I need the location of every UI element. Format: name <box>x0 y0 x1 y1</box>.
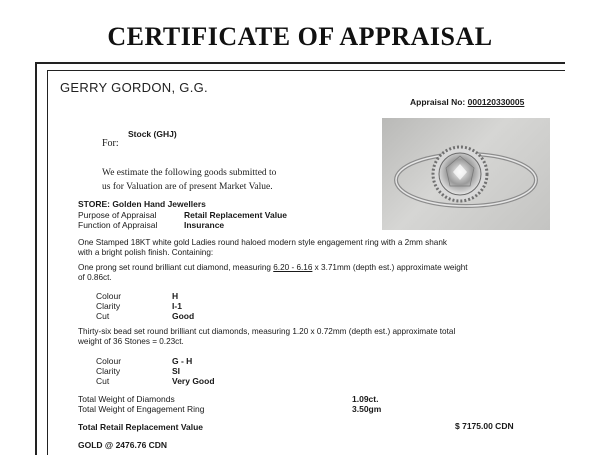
appraisal-number-value: 000120330005 <box>467 97 525 107</box>
total-diamonds-label: Total Weight of Diamonds <box>78 394 175 404</box>
stock-code: Stock (GHJ) <box>128 129 177 139</box>
center-stone-measure: 6.20 - 6.16 <box>273 263 313 272</box>
frame-inner-left-border <box>47 70 48 455</box>
center-cut-label: Cut <box>96 311 110 321</box>
purpose-label: Purpose of Appraisal <box>78 210 157 220</box>
center-stone-line-2: of 0.86ct. <box>78 273 112 282</box>
frame-top-rule <box>35 62 565 64</box>
frame-left-border <box>35 62 37 455</box>
total-diamonds-value: 1.09ct. <box>352 394 379 404</box>
intro-line-1: We estimate the following goods submitted to <box>102 168 277 178</box>
total-ring-weight-label: Total Weight of Engagement Ring <box>78 404 205 414</box>
center-clarity-label: Clarity <box>96 301 121 311</box>
retail-value-label: Total Retail Replacement Value <box>78 422 204 432</box>
retail-value-amount: $ 7175.00 CDN <box>455 421 514 431</box>
side-stones-line-1: Thirty-six bead set round brilliant cut diamonds, measuring 1.20 x 0.72mm (depth est.) approximate total <box>78 327 456 336</box>
center-colour-value: H <box>172 291 179 301</box>
page-title: CERTIFICATE OF APPRAISAL <box>107 22 493 51</box>
function-value: Insurance <box>184 220 225 230</box>
ring-description-line-2: with a bright polish finish. Containing: <box>78 248 214 257</box>
center-stone-text-pre: One prong set round brilliant cut diamond, measuring <box>78 263 274 272</box>
center-colour-label: Colour <box>96 291 122 301</box>
gold-price: GOLD @ 2476.76 CDN <box>78 440 168 450</box>
center-cut-value: Good <box>172 311 195 321</box>
side-colour-value: G - H <box>172 356 193 366</box>
center-stone-text-post: x 3.71mm (depth est.) approximate weight <box>312 263 468 272</box>
function-label: Function of Appraisal <box>78 220 158 230</box>
appraisal-number <box>410 97 524 107</box>
side-cut-value: Very Good <box>172 376 215 386</box>
ring-image <box>382 118 550 230</box>
total-ring-weight-value: 3.50gm <box>352 404 382 414</box>
side-stones-line-2: weight of 36 Stones = 0.23ct. <box>78 337 184 346</box>
intro-line-2: us for Valuation are of present Market Value. <box>102 182 273 192</box>
side-colour-label: Colour <box>96 356 122 366</box>
side-clarity-label: Clarity <box>96 366 121 376</box>
ring-description-line-1: One Stamped 18KT white gold Ladies round haloed modern style engagement ring with a 2mm shank <box>78 238 447 247</box>
frame-inner-rule <box>47 70 565 71</box>
store-name: STORE: Golden Hand Jewellers <box>78 199 206 209</box>
side-clarity-value: SI <box>172 366 181 376</box>
side-cut-label: Cut <box>96 376 110 386</box>
center-stone-line-1 <box>78 263 468 272</box>
for-label: For: <box>102 138 119 149</box>
appraiser-name: GERRY GORDON, G.G. <box>60 80 208 95</box>
appraisal-number-label: Appraisal No: <box>410 97 466 107</box>
center-clarity-value: I-1 <box>172 301 182 311</box>
purpose-value: Retail Replacement Value <box>184 210 287 220</box>
ring-photo <box>382 118 550 230</box>
